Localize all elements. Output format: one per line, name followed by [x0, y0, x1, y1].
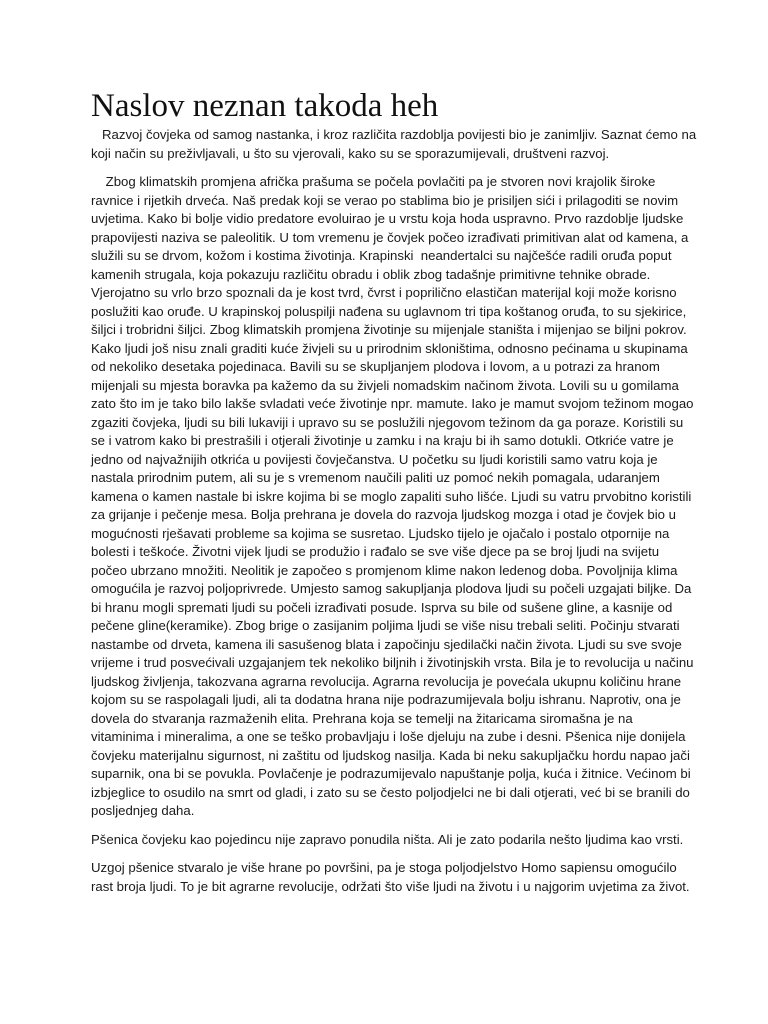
paragraph-intro: Razvoj čovjeka od samog nastanka, i kroz različita razdoblja povijesti bio je zanimljiv. Saznat ćemo na koji način su preživljavali, u što su vjerovali, kako su se sporazumijevali, društveni razvoj.: [91, 127, 700, 161]
paragraph-wheat: Pšenica čovjeku kao pojedincu nije zapravo ponudila ništa. Ali je zato podarila nešto ljudima kao vrsti.: [91, 831, 684, 847]
paragraph-conclusion: Uzgoj pšenice stvaralo je više hrane po površini, pa je stoga poljodjelstvo Homo sapiensu omogućilo rast broja ljudi. To je bit agrarne revolucije, održati što više ljudi na životu i u najgorim uvjetima za život.: [91, 860, 690, 894]
document-title: Naslov neznan takoda heh: [91, 88, 439, 124]
paragraph-main: Zbog klimatskih promjena afrička prašuma se počela povlačiti pa je stvoren novi krajolik široke ravnice i rijetkih drveća. Naš predak koji se verao po stablima bio je prisiljen sići i prilagoditi se novim uvjetima. Kako bi bolje vidio predatore evoluirao je u vrstu koja hoda uspravno. Prvo razdoblje ljudske prapovijesti naziva se paleolitik. U tom vremenu je čovjek počeo izrađivati primitivan alat od kamena, a služili su se drvom, kožom i kostima životinja. Krapinski neandertalci su najčešće radili oruđa poput kamenih strugala, koja pokazuju različitu obradu i oblik zbog tadašnje primitivne tehnike obrade. Vjerojatno su vrlo brzo spoznali da je kost tvrd, čvrst i poprilično elastičan materijal koji može korisno poslužiti kao oruđe. U krapinskoj poluspilji nađena su uglavnom tri tipa koštanog oruđa, to su sjekirice, šiljci i trobridni šiljci. Zbog klimatskih promjena životinje su mijenjale staništa i mijenjao se biljni pokrov. Kako ljudi još nisu znali graditi kuće živjeli su u prirodnim skloništima, odnosno pećinama u skupinama od nekoliko desetaka pojedinaca. Bavili su se skupljanjem plodova i lovom, a u potrazi za hranom mijenjali su mjesta boravka pa kažemo da su živjeli nomadskim načinom života. Lovili su u gomilama zato što im je tako bilo lakše svladati veće životinje npr. mamute. Iako je mamut svojom težinom mogao zgaziti čovjeka, ljudi su bili lukaviji i upravo su se poslužili njegovom težinom da ga poraze. Koristili su se i vatrom kako bi prestrašili i otjerali životinje u zamku i na kraju bi ih samo dotukli. Otkriće vatre je jedno od najvažnijih otkrića u povijesti čovječanstva. U početku su ljudi koristili samo vatru koja je nastala prirodnim putem, ali su je s vremenom naučili paliti uz pomoć nekih pomagala, udaranjem kamena o kamen nastale bi iskre kojima bi se moglo zapaliti suho lišće. Ljudi su vatru prvobitno koristili za grijanje i pečenje mesa. Bolja prehrana je dovela do razvoja ljudskog mozga i otad je čovjek bio u mogućnosti rješavati probleme sa kojima se susretao. Ljudsko tijelo je ojačalo i postalo otpornije na bolesti i teškoće. Životni vijek ljudi se produžio i rađalo se sve više djece pa se broj ljudi na svijetu počeo ubrzano množiti. Neolitik je započeo s promjenom klime nakon ledenog doba. Povoljnija klima omogućila je razvoj poljoprivrede. Umjesto samog sakupljanja plodova ljudi su počeli uzgajati biljke. Da bi hranu mogli spremati ljudi su počeli izrađivati posude. Isprva su bile od sušene gline, a kasnije od pečene gline(keramike). Zbog brige o zasijanim poljima ljudi se više nisu trebali seliti. Počinju stvarati nastambe od drveta, kamena ili sasušenog blata i započinju sjedilački način života. Ljudi su sve svoje vrijeme i trud posvećivali uzgajanjem tek nekoliko biljnih i životinjskih vrsta. Bila je to revolucija u načinu ljudskog življenja, takozvana agrarna revolucija. Agrarna revolucija je povećala ukupnu količinu hrane kojom su se raspolagali ljudi, ali ta dodatna hrana nije podrazumijevala bolju ishranu. Naprotiv, ona je dovela do stvaranja razmaženih elita. Prehrana koja se temelji na žitaricama siromašna je na vitaminima i mineralima, a one se teško probavljaju i loše djeluju na zube i desni. Pšenica nije donijela čovjeku materijalnu sigurnost, ni zaštitu od ljudskog nasilja. Kada bi neku sakupljačku hordu napao jači suparnik, ona bi se povukla. Povlačenje je podrazumijevalo napuštanje polja, kuća i žitnice. Većinom bi izbjeglice to osudilo na smrt od gladi, i zato su se često poljodjelci ne bi dali otjerati, već bi se branili do posljednjeg daha.: [91, 174, 698, 818]
